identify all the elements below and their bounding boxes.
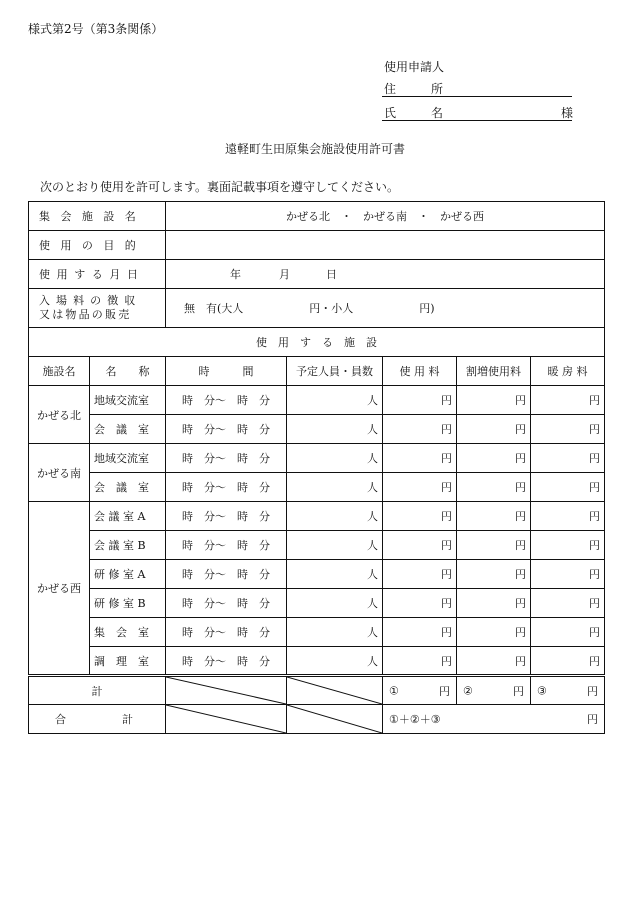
room-name: 地域交流室	[90, 444, 166, 473]
name-underline	[382, 120, 572, 121]
yen-unit: 円	[513, 684, 524, 698]
surcharge-field[interactable]: 円	[457, 589, 531, 618]
subtotal-heating[interactable]	[531, 676, 605, 705]
yen-unit: 円	[587, 713, 599, 726]
permit-table	[28, 201, 605, 734]
heating-field[interactable]: 円	[531, 473, 605, 502]
total-label	[29, 705, 166, 734]
fee-label-2: 又は物品の販売	[39, 308, 132, 321]
total-amount[interactable]	[383, 705, 605, 734]
name-label-2: 名	[431, 106, 444, 120]
table-row	[29, 444, 605, 473]
room-name: 研 修 室 B	[90, 589, 166, 618]
people-field[interactable]: 人	[287, 415, 383, 444]
time-field[interactable]: 時 分～ 時 分	[166, 560, 287, 589]
surcharge-field[interactable]: 円	[457, 502, 531, 531]
surcharge-field[interactable]: 円	[457, 531, 531, 560]
section-header: 使 用 す る 施 設	[29, 328, 605, 357]
mark-3: ③	[537, 684, 547, 697]
date-day: 日	[326, 268, 337, 281]
heating-field[interactable]: 円	[531, 502, 605, 531]
heating-field[interactable]: 円	[531, 589, 605, 618]
subtotal-surcharge[interactable]	[457, 676, 531, 705]
address-label-1: 住	[384, 82, 397, 96]
facility-name-label: 集会施設名	[29, 202, 166, 231]
surcharge-field[interactable]: 円	[457, 560, 531, 589]
col-heating: 暖 房 料	[531, 357, 605, 386]
heating-field[interactable]: 円	[531, 444, 605, 473]
fee-field[interactable]: 円	[383, 647, 457, 676]
people-field[interactable]: 人	[287, 647, 383, 676]
fee-field[interactable]: 円	[383, 386, 457, 415]
heating-field[interactable]: 円	[531, 618, 605, 647]
fee-field[interactable]: 円	[383, 444, 457, 473]
time-field[interactable]: 時 分～ 時 分	[166, 647, 287, 676]
table-row	[29, 473, 605, 502]
surcharge-field[interactable]: 円	[457, 444, 531, 473]
yen-unit: 円	[439, 684, 450, 698]
surcharge-field[interactable]: 円	[457, 618, 531, 647]
fee-field[interactable]: 円	[383, 531, 457, 560]
people-field[interactable]: 人	[287, 531, 383, 560]
table-row	[29, 589, 605, 618]
table-row	[29, 647, 605, 676]
room-name: 調 理 室	[90, 647, 166, 676]
mark-2: ②	[463, 684, 473, 697]
applicant-title: 使用申請人	[384, 60, 445, 74]
yen-unit: 円	[587, 684, 599, 698]
time-field[interactable]: 時 分～ 時 分	[166, 502, 287, 531]
heating-field[interactable]: 円	[531, 531, 605, 560]
subtotal-fee[interactable]	[383, 676, 457, 705]
fee-field[interactable]: 円	[383, 473, 457, 502]
date-year: 年	[230, 268, 241, 281]
table-row	[29, 531, 605, 560]
address-underline	[382, 96, 572, 97]
table-row	[29, 618, 605, 647]
total-label-2: 計	[122, 713, 133, 726]
address-label-2: 所	[431, 82, 444, 96]
people-field[interactable]: 人	[287, 560, 383, 589]
total-row	[29, 705, 605, 734]
people-field[interactable]: 人	[287, 589, 383, 618]
people-field[interactable]: 人	[287, 386, 383, 415]
col-surcharge: 割増使用料	[457, 357, 531, 386]
people-field[interactable]: 人	[287, 444, 383, 473]
surcharge-field[interactable]: 円	[457, 386, 531, 415]
time-field[interactable]: 時 分～ 時 分	[166, 531, 287, 560]
room-name: 会 議 室 A	[90, 502, 166, 531]
heating-field[interactable]: 円	[531, 647, 605, 676]
date-month: 月	[279, 268, 290, 281]
time-field[interactable]: 時 分～ 時 分	[166, 589, 287, 618]
fee-field[interactable]: 円	[383, 502, 457, 531]
honorific: 様	[561, 106, 574, 120]
col-fee: 使 用 料	[383, 357, 457, 386]
people-field[interactable]: 人	[287, 473, 383, 502]
fee-label-1: 入場料の徴収	[39, 294, 142, 307]
room-name: 会 議 室 B	[90, 531, 166, 560]
table-row	[29, 560, 605, 589]
form-number: 様式第2号（第3条関係）	[28, 22, 164, 36]
subtotal-label: 計	[29, 676, 166, 705]
room-name: 集 会 室	[90, 618, 166, 647]
total-time-diag	[166, 705, 287, 734]
subtotal-people-diag	[287, 676, 383, 705]
fee-field[interactable]: 円	[383, 589, 457, 618]
heating-field[interactable]: 円	[531, 386, 605, 415]
subtotal-time-diag	[166, 676, 287, 705]
time-field[interactable]: 時 分～ 時 分	[166, 618, 287, 647]
purpose-field[interactable]	[166, 231, 605, 260]
people-field[interactable]: 人	[287, 618, 383, 647]
facility-names: かぜる北 ・ かぜる南 ・ かぜる西	[166, 202, 605, 231]
surcharge-field[interactable]: 円	[457, 415, 531, 444]
room-name: 会 議 室	[90, 415, 166, 444]
people-field[interactable]: 人	[287, 502, 383, 531]
date-field[interactable]	[166, 260, 605, 289]
time-field[interactable]: 時 分～ 時 分	[166, 473, 287, 502]
room-name: 会 議 室	[90, 473, 166, 502]
purpose-label: 使用の目的	[29, 231, 166, 260]
heating-field[interactable]: 円	[531, 415, 605, 444]
col-name: 名 称	[90, 357, 166, 386]
fee-field[interactable]: 円	[383, 560, 457, 589]
time-field[interactable]: 時 分～ 時 分	[166, 415, 287, 444]
col-facility: 施設名	[29, 357, 90, 386]
date-label: 使用する月日	[29, 260, 166, 289]
fee-label	[29, 289, 166, 328]
total-people-diag	[287, 705, 383, 734]
subtotal-row	[29, 676, 605, 705]
surcharge-field[interactable]: 円	[457, 647, 531, 676]
room-name: 研 修 室 A	[90, 560, 166, 589]
table-row	[29, 415, 605, 444]
table-row	[29, 502, 605, 531]
col-people: 予定人員・員数	[287, 357, 383, 386]
total-formula: ①＋②＋③	[389, 713, 441, 726]
name-label-1: 氏	[384, 106, 397, 120]
room-name: 地域交流室	[90, 386, 166, 415]
total-label-1: 合	[55, 713, 66, 726]
fee-field[interactable]: 円	[383, 415, 457, 444]
time-field[interactable]: 時 分～ 時 分	[166, 386, 287, 415]
doc-title: 遠軽町生田原集会施設使用許可書	[224, 142, 405, 156]
col-time: 時 間	[166, 357, 287, 386]
facility-group: かぜる南	[29, 444, 90, 502]
fee-field[interactable]: 円	[383, 618, 457, 647]
mark-1: ①	[389, 684, 399, 697]
heating-field[interactable]: 円	[531, 560, 605, 589]
facility-group: かぜる北	[29, 386, 90, 444]
facility-group: かぜる西	[29, 502, 90, 676]
time-field[interactable]: 時 分～ 時 分	[166, 444, 287, 473]
fee-value[interactable]: 無 有(大人 円・小人 円)	[166, 289, 605, 328]
intro-text: 次のとおり使用を許可します。裏面記載事項を遵守してください。	[40, 180, 400, 194]
surcharge-field[interactable]: 円	[457, 473, 531, 502]
table-row	[29, 386, 605, 415]
